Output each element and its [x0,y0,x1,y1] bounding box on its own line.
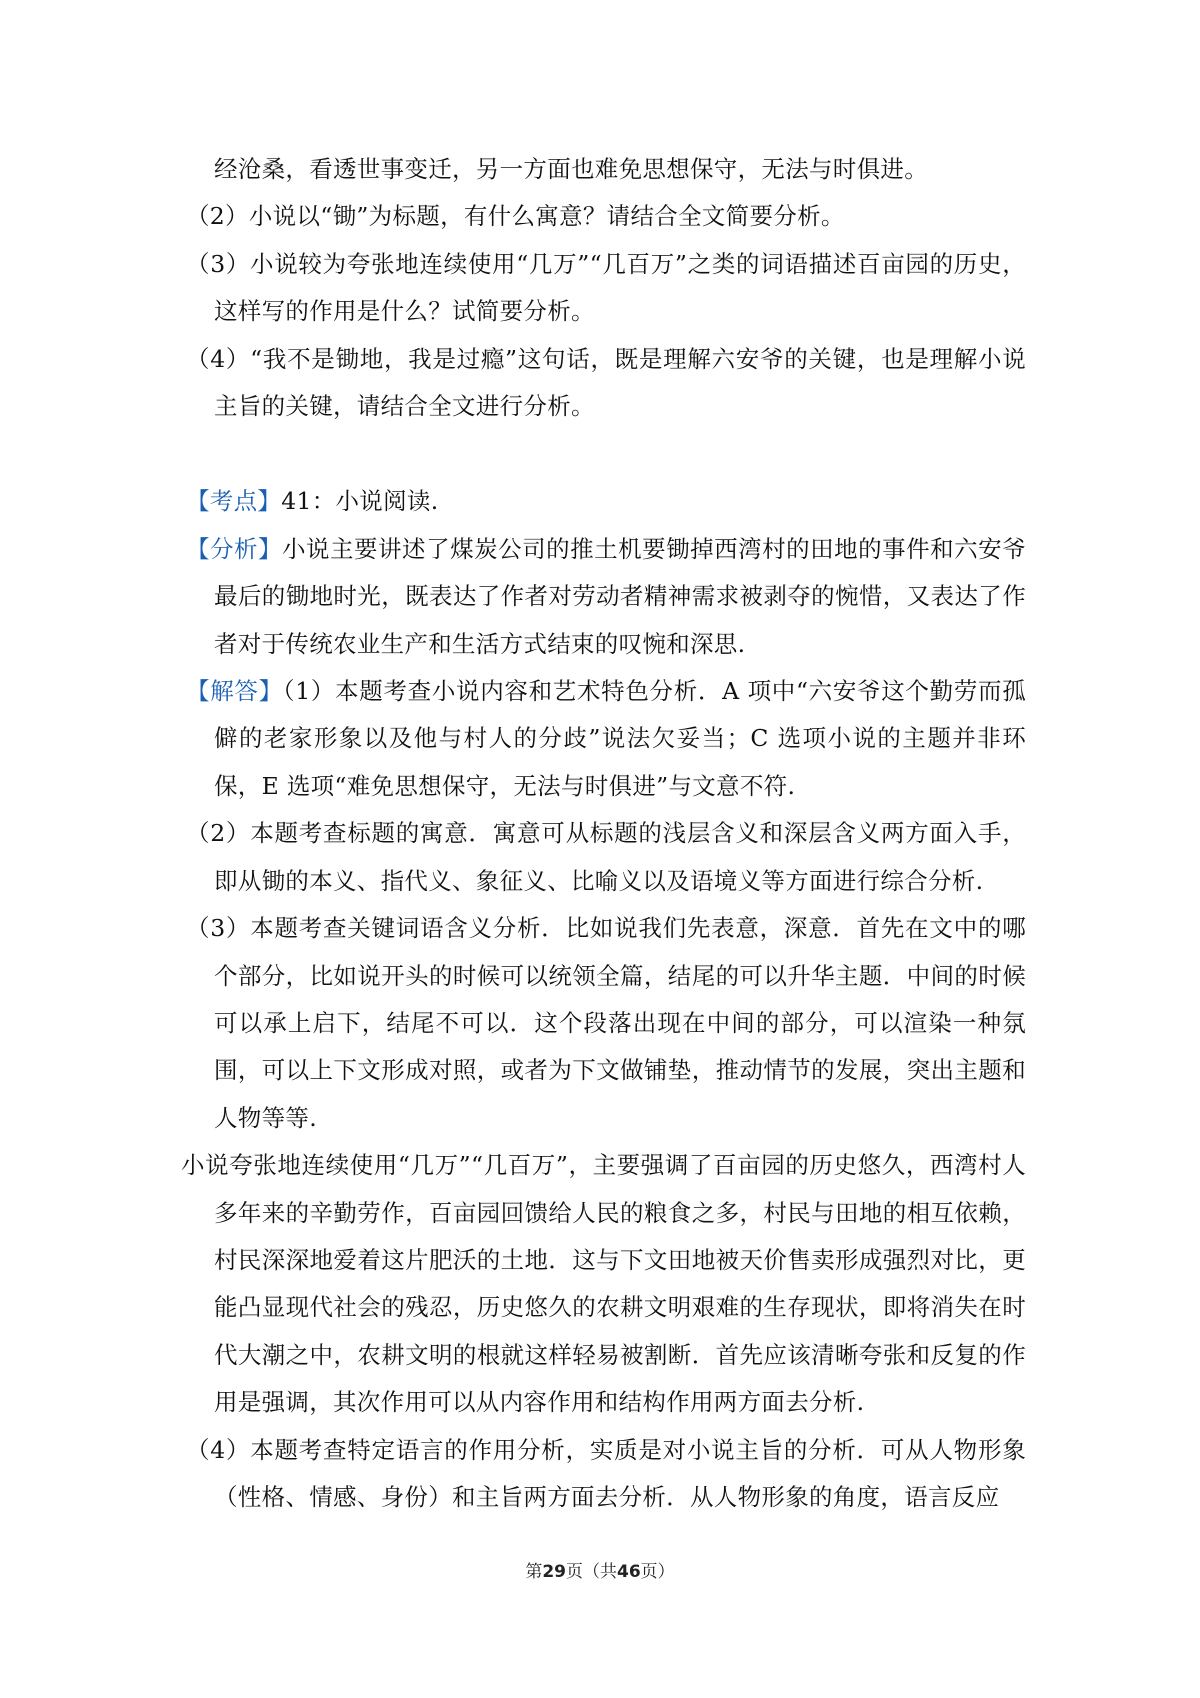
jieda-answer-1: （1）本题考查小说内容和艺术特色分析．A 项中“六安爷这个勤劳而孤僻的老家形象以及他与村人的分歧”说法欠妥当；C 选项小说的主题并非环保，E 选项“难免思想保守，无法与时俱进”与文意不符. [214,677,1027,800]
fenxi-section [186,526,1026,668]
kaodian-section [186,478,1026,525]
jieda-section [186,668,1026,810]
kaodian-text: 41：小说阅读. [281,487,439,516]
fenxi-text: 小说主要讲述了煤炭公司的推土机要锄掉西湾村的田地的事件和六安爷最后的锄地时光，既表达了作者对劳动者精神需求被剥夺的惋惜，又表达了作者对于传统农业生产和生活方式结束的叹惋和深思. [214,534,1026,658]
spacer [186,430,1026,478]
page-footer [0,1557,1200,1582]
question-1-tail: 经沧桑，看透世事变迁，另一方面也难免思想保守，无法与时俱进。 [214,155,928,183]
jieda-answer-2: （2）本题考查标题的寓意．寓意可从标题的浅层含义和深层含义两方面入手，即从锄的本义、指代义、象征义、比喻义以及语境义等方面进行综合分析. [186,819,1026,895]
page-total: 46 [617,1562,641,1582]
page-number: 29 [542,1562,566,1582]
kaodian-tag: 【考点】 [186,487,282,516]
footer-middle: 页（共 [566,1562,617,1582]
question-3: （3）小说较为夸张地连续使用“几万”“几百万”之类的词语描述百亩园的历史，这样写的作用是什么？试简要分析。 [186,249,1026,326]
jieda-answer-3: （3）本题考查关键词语含义分析．比如说我们先表意，深意．首先在文中的哪个部分，比如说开头的时候可以统领全篇，结尾的可以升华主题．中间的时候可以承上启下，结尾不可以．这个段落出现在中间的部分，可以渲染一种氛围，可以上下文形成对照，或者为下文做铺垫，推动情节的发展，突出主题和人物等等. [186,914,1026,1132]
fenxi-tag: 【分析】 [186,534,283,563]
jieda-tag: 【解答】 [186,677,283,706]
jieda-answer-4: （4）本题考查特定语言的作用分析，实质是对小说主旨的分析．可从人物形象（性格、情感、身份）和主旨两方面去分析．从人物形象的角度，语言反应 [186,1435,1026,1511]
footer-prefix: 第 [525,1562,543,1582]
question-2: （2）小说以“锄”为标题，有什么寓意？请结合全文简要分析。 [186,202,845,231]
footer-suffix: 页） [640,1562,675,1582]
page-content [181,146,1027,1521]
jieda-answer-3-continued: 小说夸张地连续使用“几万”“几百万”，主要强调了百亩园的历史悠久，西湾村人多年来的辛勤劳作，百亩园回馈给人民的粮食之多，村民与田地的相互依赖，村民深深地爱着这片肥沃的土地．这与下文田地被天价售卖形成强烈对比，更能凸显现代社会的残忍，历史悠久的农耕文明艰难的生存现状，即将消失在时代大潮之中，农耕文明的根就这样轻易被割断．首先应该清晰夸张和反复的作用是强调，其次作用可以从内容作用和结构作用两方面去分析. [181,1151,1026,1417]
question-4: （4）“我不是锄地，我是过瘾”这句话，既是理解六安爷的关键，也是理解小说主旨的关键，请结合全文进行分析。 [186,344,1026,421]
